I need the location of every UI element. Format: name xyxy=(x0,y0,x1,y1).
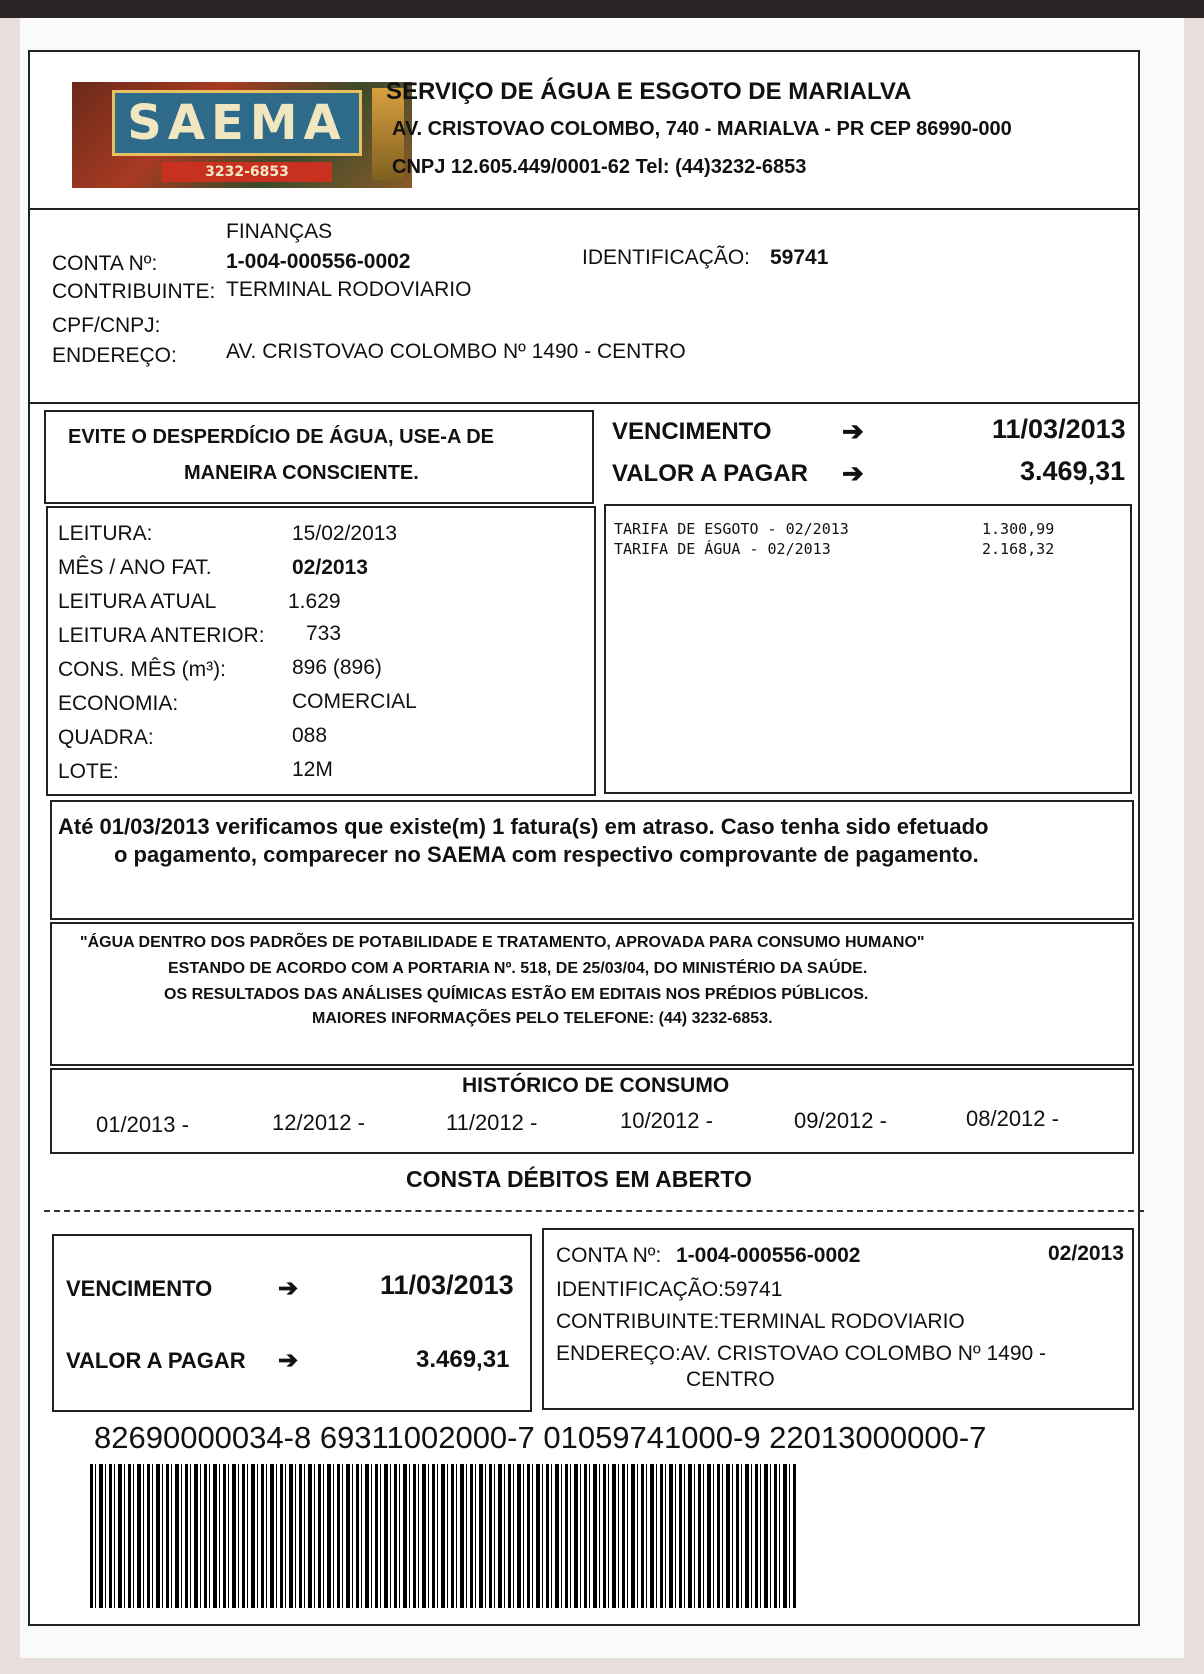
org-name: SERVIÇO DE ÁGUA E ESGOTO DE MARIALVA xyxy=(386,78,912,105)
reading-label: LEITURA: xyxy=(58,522,153,545)
org-cnpj-tel: CNPJ 12.605.449/0001-62 Tel: (44)3232-6853 xyxy=(392,156,807,178)
stub-conta-label: CONTA Nº: xyxy=(556,1244,662,1267)
waste-notice-line1: EVITE O DESPERDÍCIO DE ÁGUA, USE-A DE xyxy=(68,426,494,448)
stub-endereco-line1: ENDEREÇO:AV. CRISTOVAO COLOMBO Nº 1490 - xyxy=(556,1342,1047,1365)
history-title: HISTÓRICO DE CONSUMO xyxy=(462,1074,730,1097)
reading-value: 02/2013 xyxy=(292,556,368,579)
history-month: 12/2012 - xyxy=(272,1110,365,1135)
conta-label: CONTA Nº: xyxy=(52,252,158,275)
stub-vencimento-label: VENCIMENTO xyxy=(66,1276,213,1301)
identificacao-value: 59741 xyxy=(770,246,829,269)
barcode xyxy=(90,1464,796,1608)
tariff-desc: TARIFA DE ÁGUA - 02/2013 xyxy=(614,540,831,558)
logo-phone: 3232-6853 xyxy=(162,162,332,182)
tariff-value: 1.300,99 xyxy=(982,520,1055,538)
endereco-value: AV. CRISTOVAO COLOMBO Nº 1490 - CENTRO xyxy=(226,340,686,363)
quality-line2: ESTANDO DE ACORDO COM A PORTARIA Nº. 518, DE 25/03/04, DO MINISTÉRIO DA SAÚDE. xyxy=(168,960,868,977)
waste-notice-line2: MANEIRA CONSCIENTE. xyxy=(184,462,419,484)
quality-line3: OS RESULTADOS DAS ANÁLISES QUÍMICAS ESTÃO EM EDITAIS NOS PRÉDIOS PÚBLICOS. xyxy=(164,986,869,1003)
valor-arrow-icon: ➔ xyxy=(842,458,864,488)
endereco-label: ENDEREÇO: xyxy=(52,344,177,367)
reading-label: LOTE: xyxy=(58,760,119,783)
overdue-line1: Até 01/03/2013 verificamos que existe(m) 1 fatura(s) em atraso. Caso tenha sido efetuado xyxy=(58,814,989,839)
contribuinte-label: CONTRIBUINTE: xyxy=(52,280,216,303)
stub-valor-label: VALOR A PAGAR xyxy=(66,1348,246,1373)
stub-ref-month: 02/2013 xyxy=(1048,1242,1124,1265)
tariff-value: 2.168,32 xyxy=(982,540,1055,558)
reading-value: 1.629 xyxy=(288,590,341,613)
vencimento-arrow-icon: ➔ xyxy=(842,416,864,446)
overdue-line2: o pagamento, comparecer no SAEMA com respectivo comprovante de pagamento. xyxy=(114,842,979,867)
vencimento-value: 11/03/2013 xyxy=(992,414,1126,444)
reading-value: 088 xyxy=(292,724,328,747)
stub-endereco-line2: CENTRO xyxy=(686,1368,775,1391)
quality-line4: MAIORES INFORMAÇÕES PELO TELEFONE: (44) 3232-6853. xyxy=(312,1010,773,1027)
conta-value: 1-004-000556-0002 xyxy=(226,250,411,273)
waste-notice-box xyxy=(44,410,594,504)
history-month: 09/2012 - xyxy=(794,1108,887,1133)
history-month: 10/2012 - xyxy=(620,1108,713,1133)
debts-notice: CONSTA DÉBITOS EM ABERTO xyxy=(406,1166,752,1192)
org-address: AV. CRISTOVAO COLOMBO, 740 - MARIALVA - PR CEP 86990-000 xyxy=(392,118,1012,140)
valor-label: VALOR A PAGAR xyxy=(612,460,808,487)
stub-due-box xyxy=(52,1234,532,1412)
reading-label: MÊS / ANO FAT. xyxy=(58,556,212,579)
reading-label: LEITURA ATUAL xyxy=(58,590,217,613)
contribuinte-value: TERMINAL RODOVIARIO xyxy=(226,278,472,301)
stub-contribuinte: CONTRIBUINTE:TERMINAL RODOVIARIO xyxy=(556,1310,965,1333)
tariff-desc: TARIFA DE ESGOTO - 02/2013 xyxy=(614,520,849,538)
reading-value: COMERCIAL xyxy=(292,690,417,713)
section-label: FINANÇAS xyxy=(226,220,333,243)
cpf-label: CPF/CNPJ: xyxy=(52,314,161,337)
saema-logo xyxy=(72,82,412,188)
barcode-digits: 82690000034-8 69311002000-7 01059741000-9 22013000000-7 xyxy=(94,1420,987,1455)
reading-label: LEITURA ANTERIOR: xyxy=(58,624,265,647)
reading-label: CONS. MÊS (m³): xyxy=(58,658,226,681)
stub-identificacao: IDENTIFICAÇÃO:59741 xyxy=(556,1278,783,1301)
cut-line xyxy=(44,1210,1144,1212)
history-month: 11/2012 - xyxy=(446,1110,538,1135)
valor-value: 3.469,31 xyxy=(1020,456,1126,486)
history-month: 01/2013 - xyxy=(96,1112,189,1137)
stub-vencimento-arrow-icon: ➔ xyxy=(278,1275,299,1302)
stub-valor-arrow-icon: ➔ xyxy=(278,1347,299,1374)
scan-top-band xyxy=(0,0,1204,18)
account-box xyxy=(28,208,1140,404)
reading-box xyxy=(46,506,596,796)
vencimento-label: VENCIMENTO xyxy=(612,418,772,445)
stub-vencimento-value: 11/03/2013 xyxy=(380,1270,514,1300)
stub-conta-value: 1-004-000556-0002 xyxy=(676,1244,861,1267)
quality-line1: "ÁGUA DENTRO DOS PADRÕES DE POTABILIDADE E TRATAMENTO, APROVADA PARA CONSUMO HUMANO" xyxy=(80,934,925,951)
identificacao-label: IDENTIFICAÇÃO: xyxy=(582,246,751,269)
reading-value: 733 xyxy=(306,622,342,645)
history-month: 08/2012 - xyxy=(966,1106,1059,1131)
reading-value: 12M xyxy=(292,758,333,781)
reading-value: 15/02/2013 xyxy=(292,522,398,545)
reading-label: ECONOMIA: xyxy=(58,692,179,715)
reading-value: 896 (896) xyxy=(292,656,382,679)
stub-valor-value: 3.469,31 xyxy=(416,1346,510,1373)
reading-label: QUADRA: xyxy=(58,726,154,749)
logo-wordmark: SAEMA xyxy=(112,90,362,156)
